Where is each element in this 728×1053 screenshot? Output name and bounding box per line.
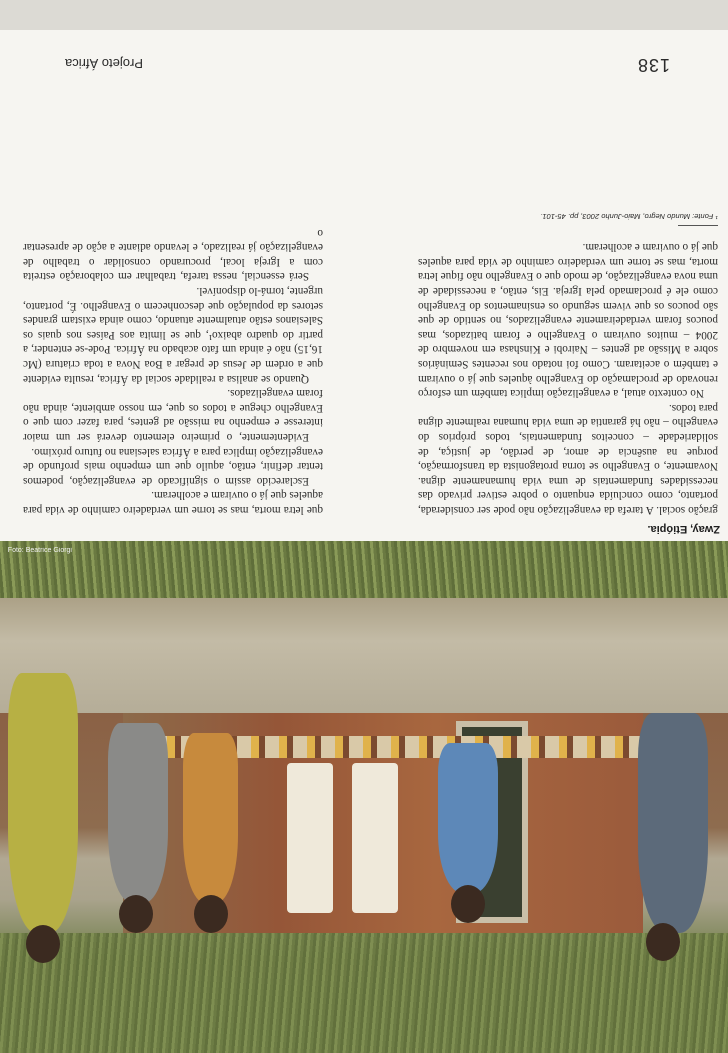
paragraph: Evidentemente, o primeiro elemento deverá ser um maior interesse e empenho na missão ad gentes, para fazer com que o Evangelho chegue a todos os que, em nosso ambiente, ainda não foram evangelizados. xyxy=(23,387,323,444)
footnote: ¹ Fonte: Mundo Negro, Maio-Junho 2003, pp. 45-101. xyxy=(540,211,718,221)
column-left xyxy=(418,211,718,517)
text-area xyxy=(0,30,728,541)
photo-child xyxy=(438,743,498,893)
paragraph: gração social. A tarefa da evangelização não pode ser considerada, portanto, como concluída enquanto o pobre estiver privado das necessidades fundamentais de uma vida humanamente digna. Novamente, o Evangelho se torna protagonista da transformação, porque na ausência de amor, de perdão, de justiça, de solidariedade – conceitos fundamentais, todos próprios do evangelho – não há garantia de uma vida humana realmente digna para todos. xyxy=(418,401,718,516)
photo-caption: Zway, Etiópia. xyxy=(647,523,720,535)
footnote-rule xyxy=(678,225,718,226)
photo-mural-figure xyxy=(287,763,333,913)
photo-child xyxy=(183,733,238,903)
paragraph: que letra morta, mas se torne um verdadeiro caminho de vida para aqueles que já o ouviram e acolheram. xyxy=(23,489,323,516)
photo-grass-foreground xyxy=(0,933,728,1053)
paragraph: No contexto atual, a evangelização implica também um esforço renovado de proclamação do Evangelho àqueles que já o ouviram e também o aceitaram. Como foi notado nos recentes Seminários sobre a Missão ad gentes – Nairobi e Kinshasa em novembro de 2004 – muitos ouviram o Evangelho e foram batizados, mas poucos foram verdadeiramente evangelizados, no sentido de que são poucos os que vivem segundo os ensinamentos do Evangelho como ele é proclamado pela Igreja. Eis, então, a necessidade de uma nova evangelização, de modo que o Evangelho não fique letra morta, mas se torne um verdadeiro caminho de vida para aqueles que já o ouviram e acolheram. xyxy=(418,241,718,400)
scan-edge xyxy=(0,0,728,30)
photo-zway-children xyxy=(0,541,728,1053)
photo-credit: Foto: Beatrice Giorgi xyxy=(8,547,73,554)
photo-child-head xyxy=(119,895,153,933)
photo-mural-figure xyxy=(352,763,398,913)
column-right xyxy=(23,225,323,517)
photo-dirt-yard xyxy=(0,593,728,713)
paragraph: Esclarecido assim o significado de evangelização, podemos tentar definir, então, aquilo que um empenho mais profundo de evangelização implica para a África salesiana no futuro próximo. xyxy=(23,445,323,487)
photo-child xyxy=(8,673,78,933)
photo-grass-background xyxy=(0,541,728,598)
page-number: 138 xyxy=(636,55,670,75)
running-title: Projeto África xyxy=(64,56,143,71)
paragraph: Quando se analisa a realidade social da África, resulta evidente que a ordem de Jesus de pregar a Boa Nova a toda criatura (Mc 16,15) não é ainda um fato acabado na África. Pode-se entender, a partir do quadro abaixo¹, que se limita aos Países nos quais os Salesianos estão atualmente atuando, como ainda existam grandes setores da população que desconhecem o Evangelho. É, portanto, urgente, torná-lo disponível. xyxy=(23,285,323,385)
photo-child xyxy=(108,723,168,903)
paragraph: Será essencial, nessa tarefa, trabalhar em colaboração estreita com a Igreja local, procurando consolidar o trabalho de evangelização já realizado, e levando adiante a ação de apresentar o xyxy=(23,226,323,283)
photo-child-head xyxy=(194,895,228,933)
photo-child-head xyxy=(26,925,60,963)
photo-child-head xyxy=(451,885,485,923)
photo-person xyxy=(638,713,708,933)
photo-person-head xyxy=(646,923,680,961)
